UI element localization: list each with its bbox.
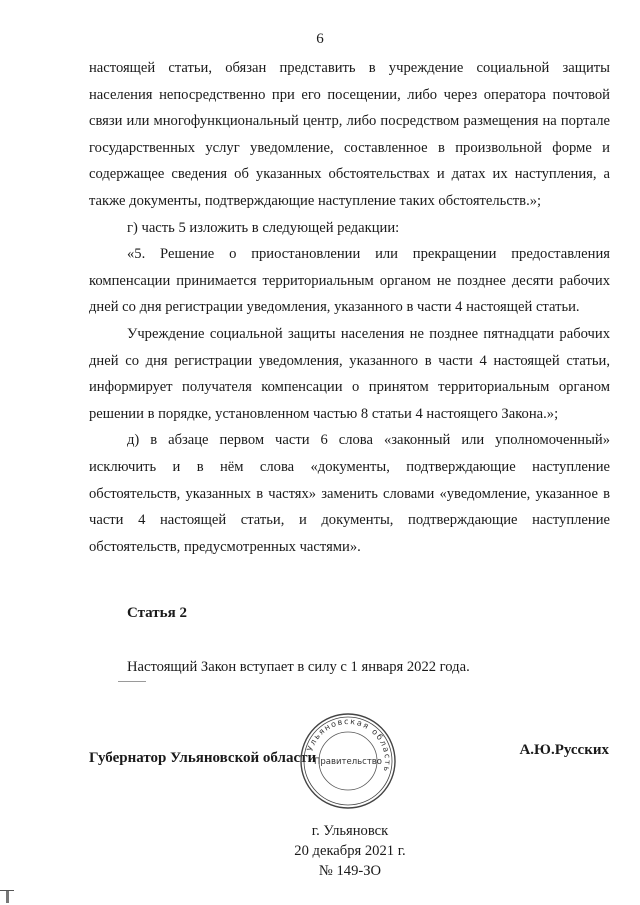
footer-city: г. Ульяновск [311, 823, 389, 839]
body-text [89, 55, 610, 560]
article-text: Настоящий Закон вступает в силу с 1 января 2022 года. [127, 659, 470, 675]
scan-corner-mark [6, 891, 9, 903]
footer-number: № 149-ЗО [318, 863, 382, 879]
seal-center-text: Правительство [314, 757, 382, 767]
article-heading: Статья 2 [127, 605, 187, 621]
footer-date: 20 декабря 2021 г. [294, 843, 406, 859]
paragraph-continuation: настоящей статьи, обязан представить в учреждение социальной защиты населения непосредственно при его посещении, либо через оператора почтовой связи или многофункциональный центр, либо посредством размещения на портале государственных услуг уведомление, составленное в произвольной форме и содержащее сведения об указанных обстоятельствах и датах их наступления, а также документы, подтверждающие наступление таких обстоятельств.»; [89, 60, 610, 209]
paragraph-part-5: «5. Решение о приостановлении или прекращении предоставления компенсации принимается территориальным органом не позднее десяти рабочих дней со дня регистрации уведомления, указанного в части 4 настоящей статьи. [89, 246, 610, 316]
official-seal-icon [298, 711, 398, 811]
footer-block [0, 821, 640, 881]
paragraph-social-protection: Учреждение социальной защиты населения не позднее пятнадцати рабочих дней со дня регистрации уведомления, указанного в части 4 настоящей статьи, информирует получателя компенсации о принятом территориальным органом решении в порядке, установленном частью 8 статьи 4 настоящего Закона.»; [89, 325, 610, 422]
signature-title: Губернатор Ульяновской области [89, 750, 317, 766]
page-number: 6 [316, 31, 324, 47]
scan-artifact-line [118, 681, 146, 682]
signature-name: А.Ю.Русских [519, 742, 609, 758]
paragraph-item-g: г) часть 5 изложить в следующей редакции: [127, 219, 400, 236]
paragraph-item-d: д) в абзаце первом части 6 слова «законный или уполномоченный» исключить и в нём слова «документы, подтверждающие наступление обстоятельств, указанных в частях» заменить словами «уведомление, указанное в части 4 настоящей статьи, и документы, подтверждающие наступление обстоятельств, предусмотренных частями». [89, 432, 610, 555]
seal-ring-text: Ульяновская область [305, 716, 393, 774]
